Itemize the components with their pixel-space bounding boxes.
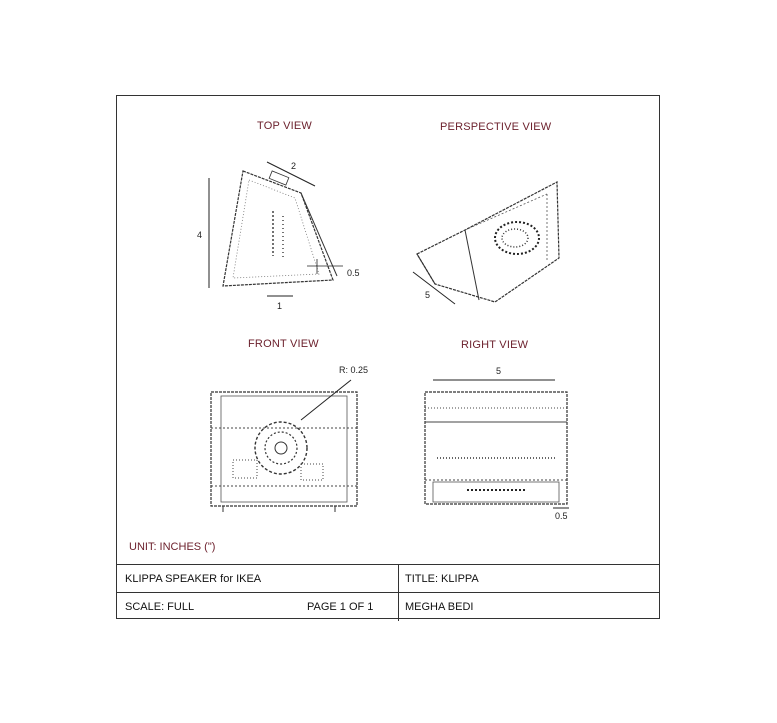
scale-label: SCALE: FULL xyxy=(125,601,195,613)
top-dim-base: 1 xyxy=(277,301,283,311)
front-view-drawing xyxy=(205,368,375,518)
top-view-drawing xyxy=(197,156,367,306)
top-dim-width: 2 xyxy=(291,161,297,171)
front-view-label: FRONT VIEW xyxy=(248,338,319,350)
drawing-title: TITLE: KLIPPA xyxy=(405,573,479,585)
top-dim-height: 4 xyxy=(197,230,203,240)
author-name: MEGHA BEDI xyxy=(405,601,474,613)
page-number: PAGE 1 OF 1 xyxy=(307,601,374,613)
title-block-row-2 xyxy=(117,592,659,621)
title-block-divider xyxy=(398,593,399,621)
title-block-divider xyxy=(398,565,399,593)
top-dim-small: 0.5 xyxy=(347,268,360,278)
unit-label: UNIT: INCHES (") xyxy=(129,541,216,553)
perspective-view-label: PERSPECTIVE VIEW xyxy=(440,121,552,133)
front-dim-radius: R: 0.25 xyxy=(339,365,369,375)
drawing-sheet xyxy=(116,95,660,619)
top-view-label: TOP VIEW xyxy=(257,120,312,132)
right-view-label: RIGHT VIEW xyxy=(461,339,529,351)
right-dim-width: 5 xyxy=(496,366,502,376)
title-block-row-1 xyxy=(117,564,659,593)
right-view-drawing xyxy=(417,378,587,528)
right-dim-small: 0.5 xyxy=(555,511,568,521)
perspective-view-drawing xyxy=(407,174,567,314)
project-name: KLIPPA SPEAKER for IKEA xyxy=(125,573,262,585)
perspective-dim-depth: 5 xyxy=(425,290,431,300)
